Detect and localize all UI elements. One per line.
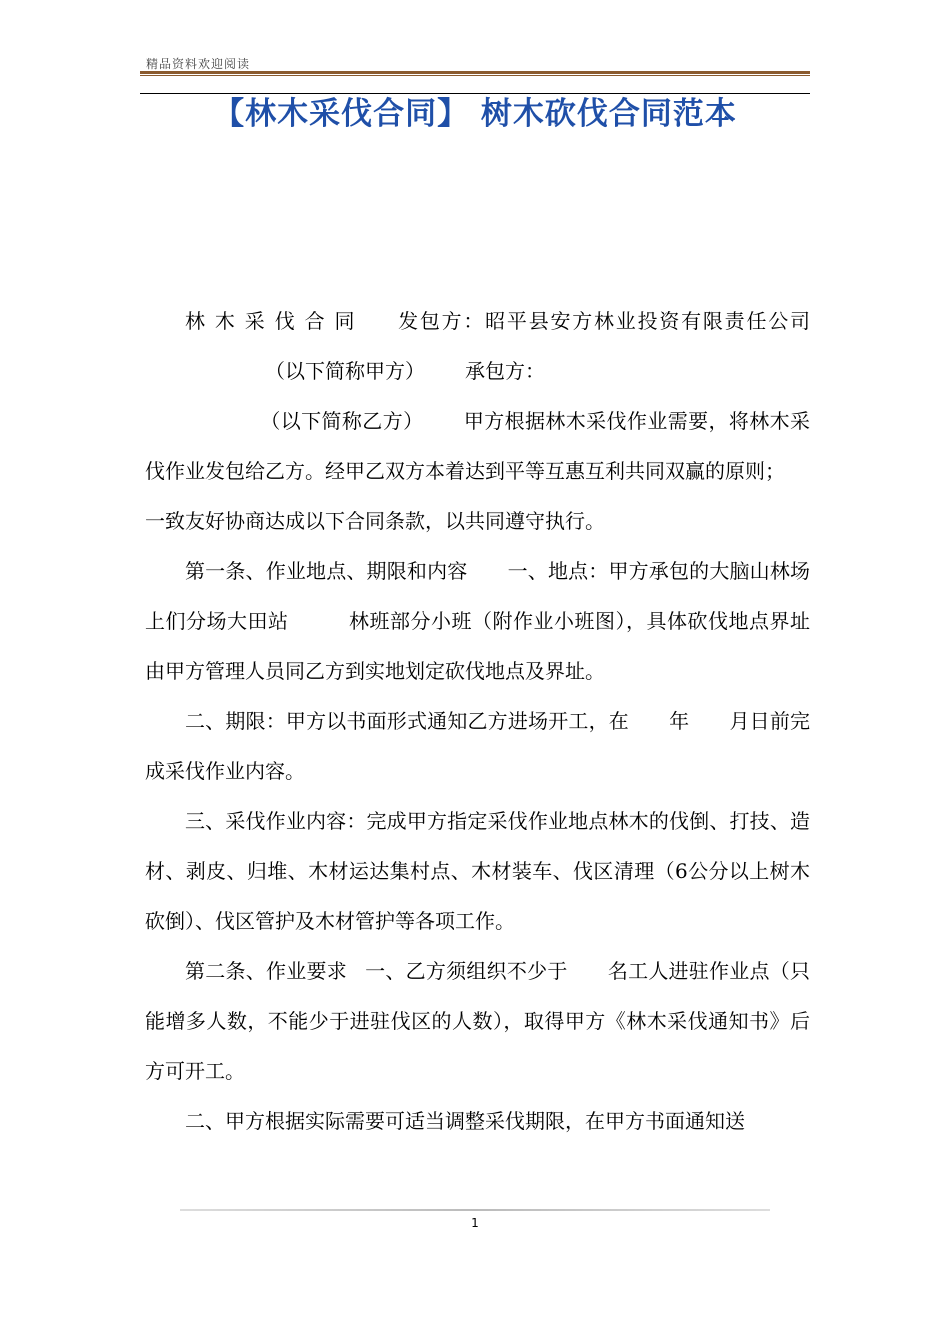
paragraph-8: 二、甲方根据实际需要可适当调整采伐期限，在甲方书面通知送 [185, 1109, 745, 1133]
term-day: 日前完成采伐作业内容。 [145, 709, 811, 783]
paragraph-7 [145, 946, 810, 1096]
term-text: 二、期限：甲方以书面形式通知乙方进场开工，在 [185, 709, 629, 733]
document-body [145, 296, 810, 1146]
header-rule [140, 71, 810, 74]
header-label: 精品资料欢迎阅读 [146, 57, 251, 71]
article-1-heading: 第一条、作业地点、期限和内容 [185, 559, 468, 583]
paragraph-2 [145, 396, 810, 496]
party-a-abbrev: （以下简称甲方） [265, 359, 425, 383]
term-month: 月 [729, 709, 750, 733]
paragraph-6: 三、采伐作业内容：完成甲方指定采伐作业地点林木的伐倒、打技、造材、剥皮、归堆、木材运达集村点、木材装车、伐区清理（6公分以上树木砍倒）、伐区管护及木材管护等各项工作。 [145, 809, 810, 933]
header-rule-thin [140, 75, 810, 76]
paragraph-5 [145, 696, 810, 796]
term-year: 年 [668, 709, 690, 733]
article-2-workers-detail: 名工人进驻作业点（只能增多人数，不能少于进驻伐区的人数），取得甲方《林木采伐通知书》后方可开工。 [145, 959, 811, 1083]
article-2-heading: 第二条、作业要求 [185, 959, 347, 983]
paragraph-3: 一致友好协商达成以下合同条款，以共同遵守执行。 [145, 509, 605, 533]
paragraph-1 [145, 296, 810, 396]
paragraph-4 [145, 546, 810, 696]
page-number: 1 [471, 1216, 479, 1230]
document-title: 【林木采伐合同】 树木砍伐合同范本 [213, 96, 737, 132]
article-2-workers: 一、乙方须组织不少于 [364, 959, 568, 983]
article-1-location-detail: 林班部分小班（附作业小班图），具体砍伐地点界址由甲方管理人员同乙方到实地划定砍伐地点及界址。 [145, 609, 810, 683]
party-a-text: 发包方：昭平县安方林业投资有限责任公司 [396, 309, 810, 333]
party-b-abbrev: （以下简称乙方） [260, 409, 424, 433]
contract-heading: 林 木 采 伐 合 同 [185, 309, 357, 333]
preamble-text: 甲方根据林木采伐作业需要，将林木采伐作业发包给乙方。经甲乙双方本着达到平等互惠互利共同双赢的原则； [145, 409, 811, 483]
article-1-location: 一、地点：甲方承包的大脑山林场上们分场大田站 [145, 559, 811, 633]
footer-rule [180, 1209, 770, 1211]
party-b-label: 承包方： [465, 359, 545, 383]
